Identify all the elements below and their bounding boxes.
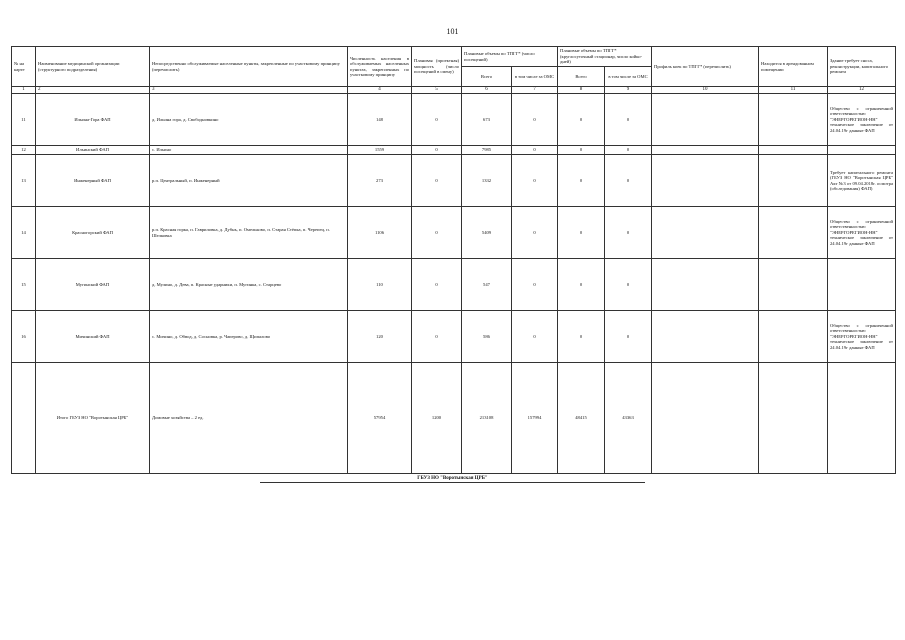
table-row bbox=[12, 94, 896, 146]
header-settlements: Непосредственно обслуживаемые населенные пункты, закрепленные по участковому принципу (перечислить) bbox=[150, 47, 348, 87]
cell-organization: Красногорский ФАП bbox=[36, 207, 150, 259]
header-population: Численность населения в обслуживаемых населенных пунктах, закрепленных по участковому принципу bbox=[348, 47, 412, 87]
cell-repair-note: Общество с ограниченной ответственностью "ЭНЕРГОРЕГИОН-НН" техническое заключение от 24.04.19г данные ФАП bbox=[828, 311, 896, 363]
cell-rented bbox=[759, 259, 828, 311]
cell-bed-profile bbox=[652, 259, 759, 311]
cell-bed-days-oms: 0 bbox=[605, 94, 652, 146]
cell-capacity: 0 bbox=[412, 311, 462, 363]
cell-organization: Инженерный ФАП bbox=[36, 155, 150, 207]
cell-total-households: Домовые хозяйства – 2 ед. bbox=[150, 363, 348, 474]
table-row bbox=[12, 259, 896, 311]
cell-settlements: р.п. Красная горка, п. Гавриловка, д. Дубнь, п. Омельково, п. Старая Стёпка, п. Черепец, п. Шелковка bbox=[150, 207, 348, 259]
cell-visits-oms: 0 bbox=[512, 94, 558, 146]
table-row bbox=[12, 155, 896, 207]
cell-total-capacity: 1200 bbox=[412, 363, 462, 474]
cell-repair-note: Требует капитального ремонта (ГБУЗ НО "Воротынская ЦРБ" Акт №3 от 09.04.2018г. осмотра (обследования) ФАП) bbox=[828, 155, 896, 207]
cell-population: 110 bbox=[348, 259, 412, 311]
cell-total-organization: Итого ГБУЗ НО "Воротынская ЦРБ" bbox=[36, 363, 150, 474]
cell-capacity: 0 bbox=[412, 155, 462, 207]
header-map-number: № на карте bbox=[12, 47, 36, 87]
header-row-1 bbox=[12, 47, 896, 67]
cell-visits-oms: 0 bbox=[512, 207, 558, 259]
cell-map-number: 11 bbox=[12, 94, 36, 146]
footer-divider bbox=[260, 482, 645, 483]
cell-visits-oms: 0 bbox=[512, 155, 558, 207]
cell-total-population: 57954 bbox=[348, 363, 412, 474]
cell-map-number: 14 bbox=[12, 207, 36, 259]
cell-bed-days-total: 0 bbox=[558, 207, 605, 259]
header-visits: Плановые объемы по ТПГГ* (число посещений) bbox=[462, 47, 558, 67]
header-organization: Наименование медицинской организации (структурного подразделения) bbox=[36, 47, 150, 87]
cell-visits-total: 7985 bbox=[462, 146, 512, 155]
cell-visits-oms: 0 bbox=[512, 259, 558, 311]
cell-visits-oms: 0 bbox=[512, 311, 558, 363]
facilities-table bbox=[11, 46, 896, 474]
column-number: 9 bbox=[605, 87, 652, 94]
cell-bed-days-oms: 0 bbox=[605, 207, 652, 259]
cell-bed-profile bbox=[652, 94, 759, 146]
cell-bed-days-total: 0 bbox=[558, 146, 605, 155]
cell-settlements: р.п. Центральный, п. Инженерный bbox=[150, 155, 348, 207]
total-row bbox=[12, 363, 896, 474]
cell-map-number bbox=[12, 363, 36, 474]
header-visits-oms: в том числе за ОМС bbox=[512, 67, 558, 87]
cell-bed-days-oms: 0 bbox=[605, 146, 652, 155]
header-bed-days: Плановые объемы по ТПГГ* (круглосуточный стационар, число койко-дней) bbox=[558, 47, 652, 67]
cell-capacity: 0 bbox=[412, 94, 462, 146]
cell-total-bed-days: 48415 bbox=[558, 363, 605, 474]
table-row bbox=[12, 311, 896, 363]
cell-organization: Мугинский ФАП bbox=[36, 259, 150, 311]
cell-rented bbox=[759, 311, 828, 363]
cell-population: 148 bbox=[348, 94, 412, 146]
column-number: 5 bbox=[412, 87, 462, 94]
cell-bed-days-total: 0 bbox=[558, 94, 605, 146]
cell-bed-profile bbox=[652, 311, 759, 363]
cell-bed-days-total: 0 bbox=[558, 311, 605, 363]
document-footer: ГБУЗ НО "Воротынская ЦРБ" bbox=[417, 476, 488, 481]
cell-settlements: д. Ильина гора, д. Свободновкино bbox=[150, 94, 348, 146]
cell-rented bbox=[759, 363, 828, 474]
column-number-row bbox=[12, 87, 896, 94]
table-row bbox=[12, 207, 896, 259]
column-number: 6 bbox=[462, 87, 512, 94]
cell-total-visits: 213108 bbox=[462, 363, 512, 474]
cell-organization: Ильинский ФАП bbox=[36, 146, 150, 155]
cell-population: 273 bbox=[348, 155, 412, 207]
cell-bed-days-total: 0 bbox=[558, 259, 605, 311]
cell-visits-oms: 0 bbox=[512, 146, 558, 155]
header-bed-days-total: Всего bbox=[558, 67, 605, 87]
cell-visits-total: 1332 bbox=[462, 155, 512, 207]
cell-organization: Ильина-Гора ФАП bbox=[36, 94, 150, 146]
cell-repair-note bbox=[828, 363, 896, 474]
cell-settlements: с. Ильино bbox=[150, 146, 348, 155]
cell-bed-profile bbox=[652, 207, 759, 259]
cell-repair-note: Общество с ограниченной ответственностью "ЭНЕРГОРЕГИОН-НН" техническое заключение от 24.04.19г данные ФАП bbox=[828, 94, 896, 146]
cell-bed-days-oms: 0 bbox=[605, 311, 652, 363]
cell-visits-total: 5409 bbox=[462, 207, 512, 259]
column-number: 3 bbox=[150, 87, 348, 94]
header-capacity: Плановая (проектная) мощность (число посещений в смену) bbox=[412, 47, 462, 87]
column-number: 8 bbox=[558, 87, 605, 94]
cell-bed-days-oms: 0 bbox=[605, 259, 652, 311]
cell-capacity: 0 bbox=[412, 259, 462, 311]
column-number: 11 bbox=[759, 87, 828, 94]
cell-repair-note bbox=[828, 259, 896, 311]
header-visits-total: Всего bbox=[462, 67, 512, 87]
cell-bed-days-oms: 0 bbox=[605, 155, 652, 207]
header-bed-days-oms: в том числе за ОМС bbox=[605, 67, 652, 87]
cell-visits-total: 547 bbox=[462, 259, 512, 311]
data-sheet bbox=[11, 46, 895, 474]
cell-rented bbox=[759, 94, 828, 146]
cell-map-number: 12 bbox=[12, 146, 36, 155]
table-row bbox=[12, 146, 896, 155]
cell-capacity: 0 bbox=[412, 146, 462, 155]
cell-visits-total: 586 bbox=[462, 311, 512, 363]
cell-capacity: 0 bbox=[412, 207, 462, 259]
header-bed-profile: Профиль коек по ТПГГ* (перечислить) bbox=[652, 47, 759, 87]
cell-repair-note: Общество с ограниченной ответственностью "ЭНЕРГОРЕГИОН-НН" техническое заключение от 24.04.19г данные ФАП bbox=[828, 207, 896, 259]
column-number: 1 bbox=[12, 87, 36, 94]
cell-map-number: 13 bbox=[12, 155, 36, 207]
column-number: 10 bbox=[652, 87, 759, 94]
cell-map-number: 15 bbox=[12, 259, 36, 311]
cell-total-visits-oms: 157994 bbox=[512, 363, 558, 474]
cell-population: 120 bbox=[348, 311, 412, 363]
cell-population: 1106 bbox=[348, 207, 412, 259]
cell-map-number: 16 bbox=[12, 311, 36, 363]
cell-bed-profile bbox=[652, 363, 759, 474]
cell-rented bbox=[759, 155, 828, 207]
header-rented: Находится в арендованном помещении bbox=[759, 47, 828, 87]
cell-population: 1559 bbox=[348, 146, 412, 155]
cell-bed-profile bbox=[652, 146, 759, 155]
cell-bed-days-total: 0 bbox=[558, 155, 605, 207]
header-repair: Здание требует сноса, реконструкции, капитального ремонта bbox=[828, 47, 896, 87]
cell-organization: Мичинский ФАП bbox=[36, 311, 150, 363]
cell-rented bbox=[759, 146, 828, 155]
cell-repair-note bbox=[828, 146, 896, 155]
column-number: 7 bbox=[512, 87, 558, 94]
cell-settlements: д. Мулино, д. Дева, п. Красные ударники, п. Мугинка, с. Старцево bbox=[150, 259, 348, 311]
column-number: 4 bbox=[348, 87, 412, 94]
cell-settlements: с. Мичино, д. Обвод, д. Сосновка, р. Чаперово, д. Щипалово bbox=[150, 311, 348, 363]
column-number: 12 bbox=[828, 87, 896, 94]
cell-visits-total: 673 bbox=[462, 94, 512, 146]
cell-rented bbox=[759, 207, 828, 259]
page-number: 101 bbox=[446, 27, 459, 36]
cell-total-bed-days-oms: 43363 bbox=[605, 363, 652, 474]
cell-bed-profile bbox=[652, 155, 759, 207]
column-number: 2 bbox=[36, 87, 150, 94]
